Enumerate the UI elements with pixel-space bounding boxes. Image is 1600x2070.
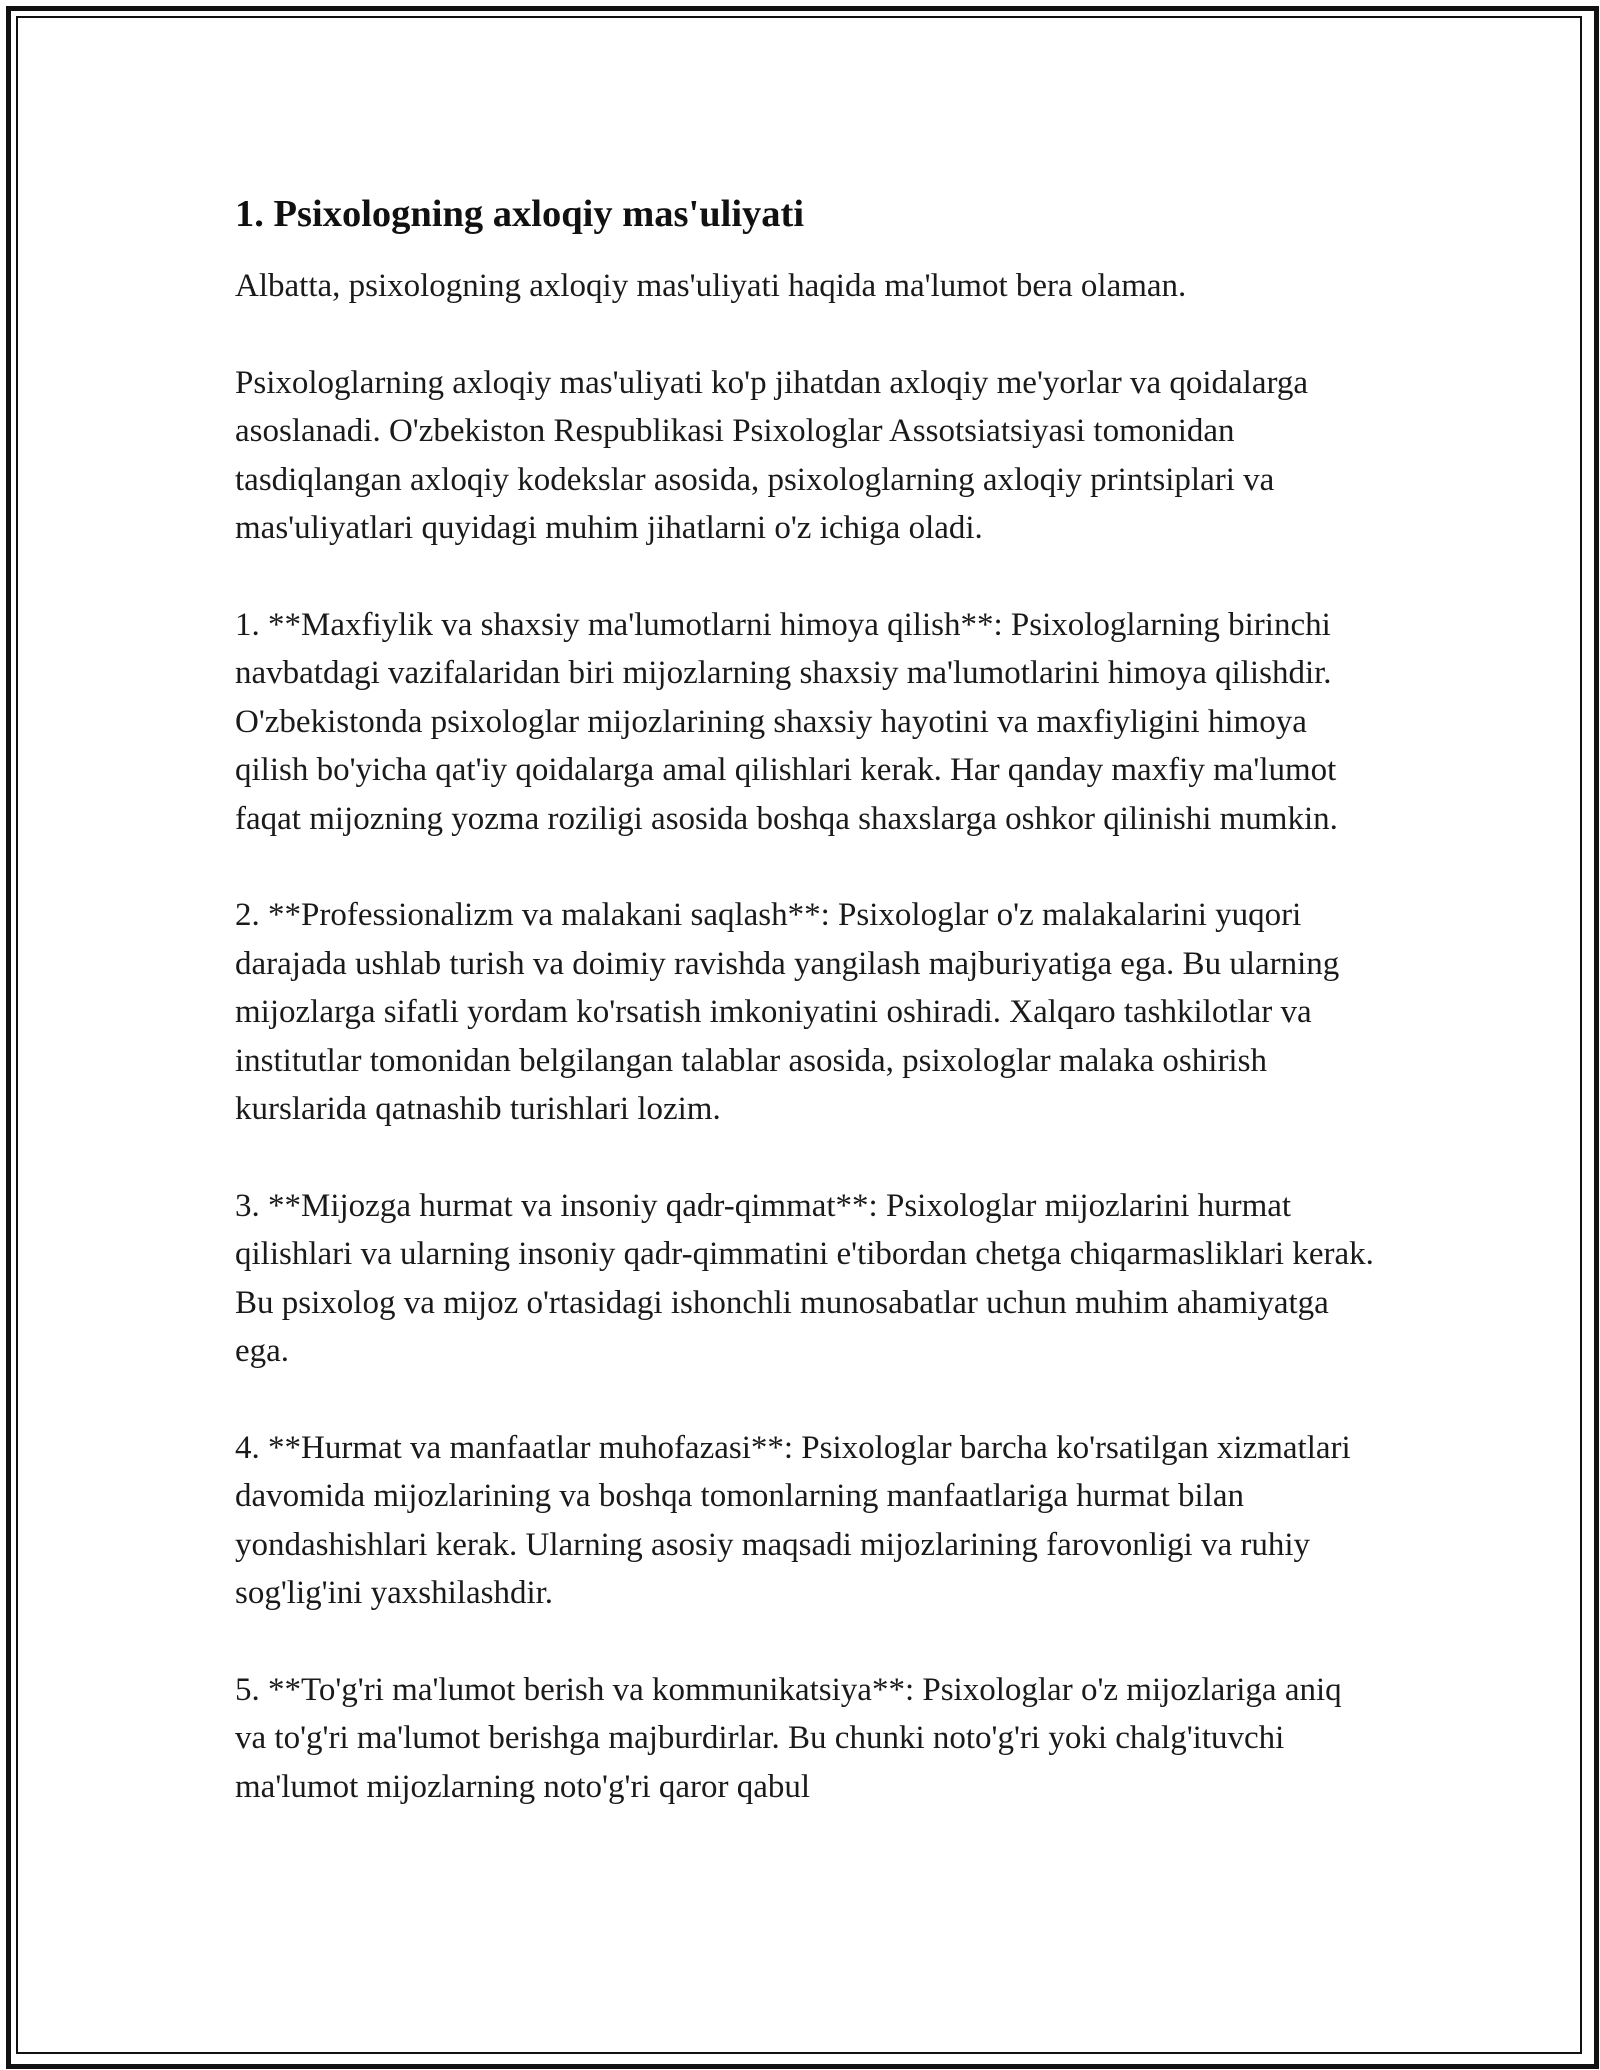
intro-paragraph: Albatta, psixologning axloqiy mas'uliyati haqida ma'lumot bera olaman. <box>235 268 1187 304</box>
point-accurate-information: 5. **To'g'ri ma'lumot berish va kommunikatsiya**: Psixologlar o'z mijozlariga aniq va to'g'ri ma'lumot berishga majburdirlar. Bu chunki noto'g'ri yoki chalg'ituvchi ma'lumot mijozlarning noto'g'ri qaror qabul <box>235 1671 1342 1805</box>
point-interests-protection: 4. **Hurmat va manfaatlar muhofazasi**: Psixologlar barcha ko'rsatilgan xizmatlari davomida mijozlarining va boshqa tomonlarning manfaatlariga hurmat bilan yondashishlari kerak. Ularning asosiy maqsadi mijozlarining farovonligi va ruhiy sog'lig'ini yaxshilashdir. <box>235 1429 1351 1611</box>
document-body <box>235 188 1375 1859</box>
document-title: 1. Psixologning axloqiy mas'uliyati <box>235 193 805 235</box>
point-professionalism: 2. **Professionalizm va malakani saqlash**: Psixologlar o'z malakalarini yuqori darajada ushlab turish va doimiy ravishda yangilash majburiyatiga ega. Bu ularning mijozlarga sifatli yordam ko'rsatish imkoniyatini oshiradi. Xalqaro tashkilotlar va institutlar tomonidan belgilangan talablar asosida, psixologlar malaka oshirish kurslarida qatnashib turishlari lozim. <box>235 897 1340 1127</box>
point-confidentiality: 1. **Maxfiylik va shaxsiy ma'lumotlarni himoya qilish**: Psixologlarning birinchi navbatdagi vazifalaridan biri mijozlarning shaxsiy ma'lumotlarini himoya qilishdir. O'zbekistonda psixologlar mijozlarining shaxsiy hayotini va maxfiyligini himoya qilish bo'yicha qat'iy qoidalarga amal qilishlari kerak. Har qanday maxfiy ma'lumot faqat mijozning yozma roziligi asosida boshqa shaxslarga oshkor qilinishi mumkin. <box>235 606 1338 837</box>
overview-paragraph: Psixologlarning axloqiy mas'uliyati ko'p jihatdan axloqiy me'yorlar va qoidalarga asoslanadi. O'zbekiston Respublikasi Psixologlar Assotsiatsiyasi tomonidan tasdiqlangan axloqiy kodekslar asosida, psixologlarning axloqiy printsiplari va mas'uliyatlari quyidagi muhim jihatlarni o'z ichiga oladi. <box>235 364 1309 546</box>
point-respect-dignity: 3. **Mijozga hurmat va insoniy qadr-qimmat**: Psixologlar mijozlarini hurmat qilishlari va ularning insoniy qadr-qimmatini e'tibordan chetga chiqarmasliklari kerak. Bu psixolog va mijoz o'rtasidagi ishonchli munosabatlar uchun muhim ahamiyatga ega. <box>235 1187 1374 1369</box>
